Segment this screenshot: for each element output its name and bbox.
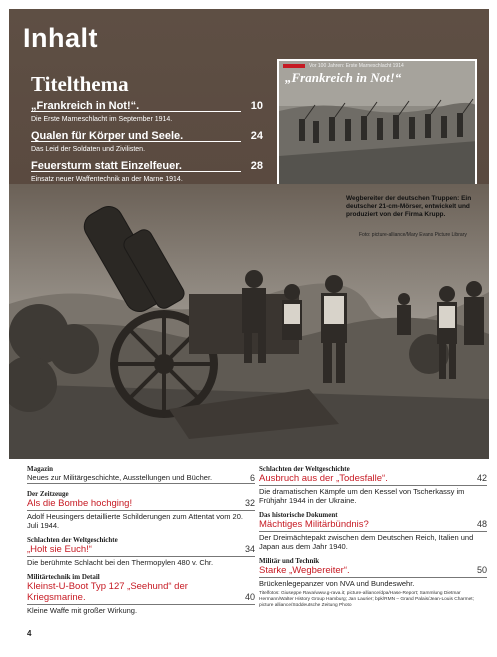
toc-page-number: 10 [250, 100, 263, 112]
entry-description: Kleine Waffe mit großer Wirkung. [27, 606, 138, 615]
entry-title-row [27, 581, 255, 603]
entry-description: Die dramatischen Kämpfe um den Kessel von Tscherkassy im Frühjahr 1944 in der Ukraine. [259, 487, 465, 505]
toc-entry-description: Das Leid der Soldaten und Zivilisten. [31, 146, 146, 153]
entry-title: Mächtiges Militärbündnis? [259, 519, 369, 530]
toc-page-number: 32 [244, 498, 255, 508]
entry-title-row [259, 565, 487, 576]
category-label: Das historische Dokument [259, 511, 338, 519]
toc-entry-wegbereiter[interactable] [259, 557, 487, 588]
category-label: Schlachten der Weltgeschichte [259, 465, 350, 473]
toc-entry-tscherkassy[interactable] [259, 465, 487, 505]
left-column [27, 465, 255, 621]
photo-credit: Foto: picture-alliance/Mary Evans Picture Library [359, 232, 467, 238]
toc-entry-qualen[interactable] [31, 130, 263, 153]
toc-entry-frankreich[interactable] [31, 100, 263, 123]
entry-description: Der Dreimächtepakt zwischen dem Deutschen Reich, Italien und Japan aus dem Jahr 1940. [259, 533, 474, 551]
toc-entry-magazin[interactable] [27, 465, 255, 484]
category-label: Militärtechnik im Detail [27, 573, 100, 581]
right-column [259, 465, 487, 594]
toc-divider [31, 111, 241, 112]
titelthema-heading: Titelthema [31, 72, 129, 96]
toc-entry-zeitzeuge[interactable] [27, 490, 255, 530]
toc-page-number: 40 [244, 592, 255, 602]
category-label: Schlachten der Weltgeschichte [27, 536, 118, 544]
preview-title: „Frankreich in Not!“ [285, 70, 402, 85]
toc-divider [259, 485, 487, 486]
toc-entry-description: Einsatz neuer Waffentechnik an der Marne 1914. [31, 176, 183, 183]
toc-entry-seehund[interactable] [27, 573, 255, 615]
toc-page-number: 34 [244, 544, 255, 554]
entry-title-row [259, 519, 487, 530]
article-preview-thumbnail[interactable] [277, 59, 477, 189]
category-label: Militär und Technik [259, 557, 320, 565]
entry-description: Adolf Heusingers detaillierte Schilderungen zum Attentat vom 20. Juli 1944. [27, 512, 243, 530]
toc-page-number: 48 [476, 519, 487, 529]
preview-kicker: Vor 100 Jahren: Erste Marneschlacht 1914 [309, 63, 404, 69]
entry-description: Die berühmte Schlacht bei den Thermopylen 480 v. Chr. [27, 558, 214, 567]
photo-caption: Wegbereiter der deutschen Truppen: Ein deutscher 21-cm-Mörser, entwickelt und produziert von der Firma Krupp. [346, 195, 472, 218]
toc-divider [31, 171, 241, 172]
toc-entry-title: Qualen für Körper und Seele. [31, 130, 184, 142]
toc-divider [27, 604, 255, 605]
entry-inline-text [27, 473, 255, 482]
toc-page-number: 28 [250, 160, 263, 172]
category-marker [283, 64, 305, 68]
toc-entry-dreimaechtepakt[interactable] [259, 511, 487, 551]
cover-photo-credits: Titelfotos: Giuseppe Rava/www.g-rava.it; picture-alliance/dpa/Hase-Report; Sammlung Dietmar Hermann/Walter History Group Hamburg; Jan Laurier; bpk/RMN – Grand Palais/Jean-Louis Charmet; picture alliance/Süddeutsche Zeitung Photo [259, 591, 474, 608]
toc-entry-thermopylen[interactable] [27, 536, 255, 567]
entry-description: Brückenlegepanzer von NVA und Bundeswehr. [259, 579, 415, 588]
page-title: Inhalt [23, 23, 98, 53]
mortar-photo [9, 184, 489, 459]
toc-page-number: 6 [249, 473, 255, 483]
category-label: Der Zeitzeuge [27, 490, 69, 498]
toc-divider [27, 556, 255, 557]
toc-page-number: 24 [250, 130, 263, 142]
toc-entry-title: „Frankreich in Not!“. [31, 100, 140, 112]
entry-title-row [259, 473, 487, 484]
toc-divider [27, 483, 255, 484]
magazine-page [9, 9, 489, 649]
toc-entry-title: Feuersturm statt Einzelfeuer. [31, 160, 182, 172]
toc-divider [259, 531, 487, 532]
toc-page-number: 42 [476, 473, 487, 483]
entry-description: Neues zur Militärgeschichte, Ausstellungen und Bücher. [27, 473, 213, 482]
toc-page-number: 50 [476, 565, 487, 575]
entry-title-row [27, 498, 255, 509]
toc-entry-feuersturm[interactable] [31, 160, 263, 183]
contents-list [9, 459, 489, 649]
toc-divider [31, 141, 241, 142]
category-label: Magazin [27, 465, 54, 473]
contents-header-area [9, 9, 489, 459]
entry-title-row [27, 544, 255, 555]
toc-divider [259, 577, 487, 578]
entry-title: „Holt sie Euch!“ [27, 544, 92, 555]
entry-title: Starke „Wegbereiter“. [259, 565, 350, 576]
toc-divider [27, 510, 255, 511]
page-number: 4 [27, 629, 32, 638]
entry-title: Ausbruch aus der „Todesfalle“. [259, 473, 388, 484]
entry-title: Als die Bombe hochging! [27, 498, 133, 509]
entry-title: Kleinst-U-Boot Typ 127 „Seehund“ der Kriegsmarine. [27, 581, 188, 603]
toc-entry-description: Die Erste Marneschlacht im September 1914. [31, 116, 173, 123]
